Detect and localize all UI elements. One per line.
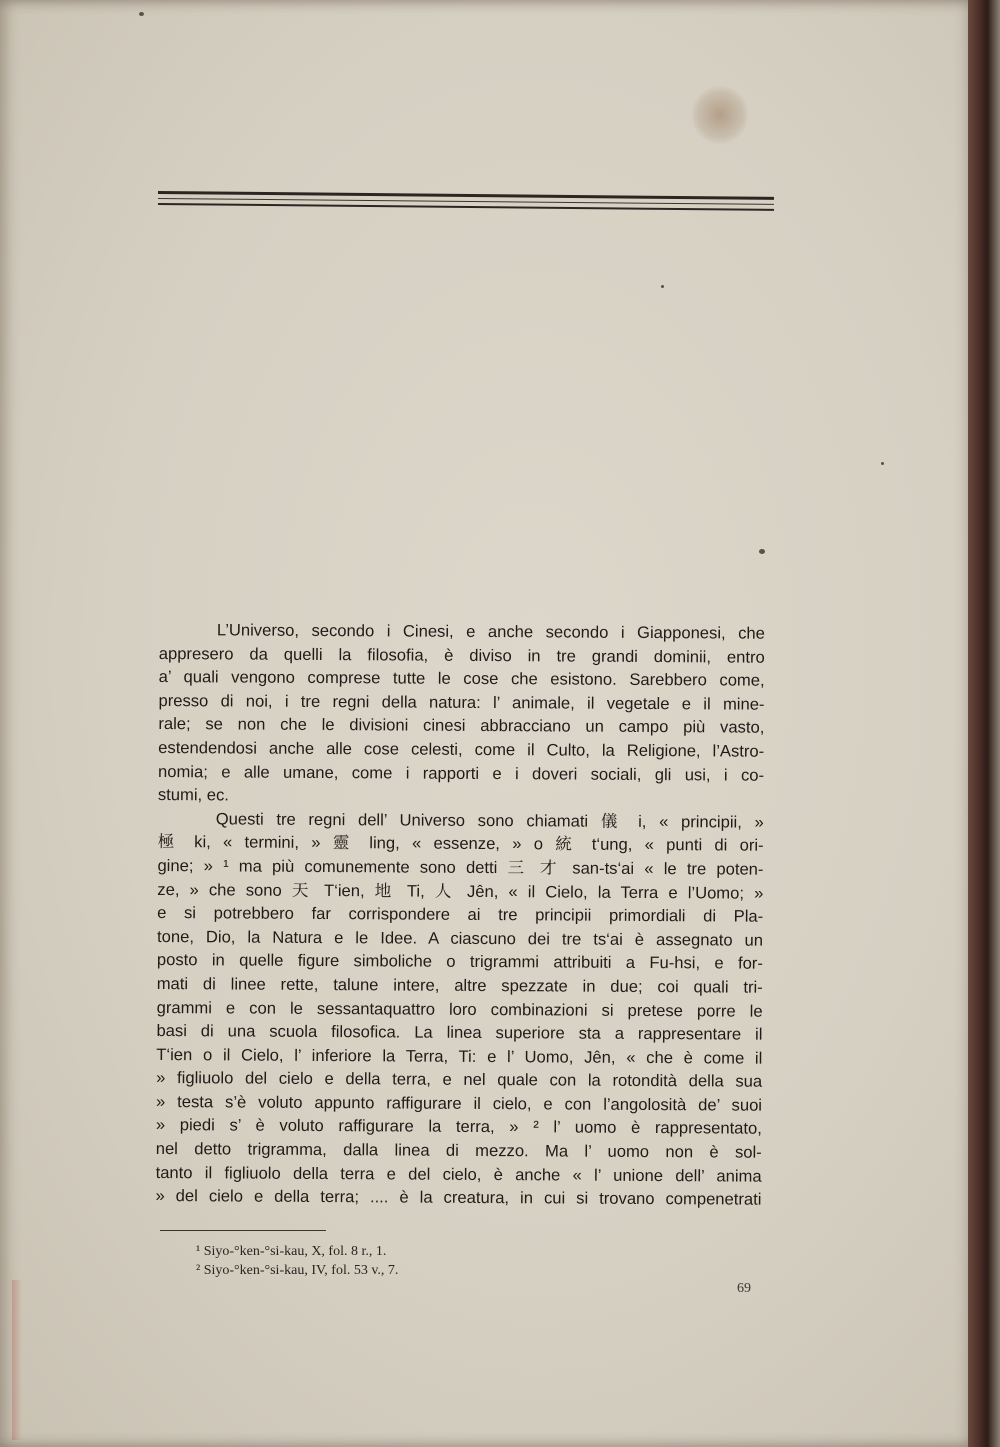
text-line: stumi, ec. bbox=[157, 785, 229, 805]
ink-speck bbox=[661, 285, 664, 288]
text-line: » figliuolo del cielo e della terra, e nel quale con la rotondità della sua bbox=[156, 1068, 763, 1091]
text-line: 極 ki, « termini, » 靈 ling, « essenze, » o 統 t‘ung, « punti di ori- bbox=[157, 832, 764, 856]
text-line: rale; se non che le divisioni cinesi abbracciano un campo più vasto, bbox=[158, 714, 765, 738]
text-line: e si potrebbero far corrispondere ai tre principii primordiali di Pla- bbox=[157, 903, 764, 926]
book-spine bbox=[968, 0, 1000, 1447]
text-line: » piedi s’ è voluto raffigurare la terra, » ² l’ uomo è rappresentato, bbox=[155, 1115, 762, 1139]
text-line: appresero da quelli la filosofia, è diviso in tre grandi dominii, entro bbox=[158, 643, 765, 667]
page-edge-wear bbox=[12, 1280, 22, 1440]
text-line: T‘ien o il Cielo, l’ inferiore la Terra, Ti: e l’ Uomo, Jên, « che è come il bbox=[156, 1044, 763, 1068]
main-text bbox=[155, 618, 765, 1212]
text-line: mati di linee rette, talune intere, altre spezzate in due; coi quali tri- bbox=[156, 973, 763, 997]
ink-speck bbox=[881, 462, 884, 465]
text-line: basi di una scuola filosofica. La linea superiore sta a rappresentare il bbox=[156, 1021, 763, 1044]
footnote-1: ¹ Siyo-°ken-°si-kau, X, fol. 8 r., 1. bbox=[196, 1244, 387, 1259]
footnotes bbox=[196, 1242, 398, 1280]
text-line: » testa s’è voluto appunto raffigurare il cielo, e con l’angolosità de’ suoi bbox=[155, 1091, 763, 1115]
page-number: 69 bbox=[737, 1281, 751, 1296]
text-line: nomia; e alle umane, come i rapporti e i doveri sociali, gli usi, i co- bbox=[158, 761, 765, 785]
text-line: estendendosi anche alle cose celesti, come il Culto, la Religione, l’Astro- bbox=[158, 737, 765, 761]
text-line: Questi tre regni dell’ Universo sono chiamati 儀 i, « principii, » bbox=[215, 809, 764, 832]
text-line: gine; » ¹ ma più comunemente sono detti 三 才 san-ts‘ai « le tre poten- bbox=[157, 855, 764, 879]
text-line: tone, Dio, la Natura e le Idee. A ciascuno dei tre ts‘ai è assegnato un bbox=[156, 926, 764, 950]
text-line: ze, » che sono 天 T‘ien, 地 Ti, 人 Jên, « il Cielo, la Terra e l’Uomo; » bbox=[157, 879, 764, 903]
header-rule-lower bbox=[158, 203, 774, 211]
ink-speck bbox=[759, 549, 765, 554]
text-line: grammi e con le sessantaquattro loro combinazioni si pretese porre le bbox=[156, 997, 763, 1021]
text-line: posto in quelle figure simboliche o trigrammi attribuiti a Fu-hsi, e for- bbox=[156, 950, 763, 974]
footnote-2: ² Siyo-°ken-°si-kau, IV, fol. 53 v., 7. bbox=[196, 1263, 399, 1278]
text-line: tanto il figliuolo della terra e del cielo, è anche « l’ unione dell’ anima bbox=[155, 1162, 762, 1186]
foxing-stain bbox=[692, 86, 748, 144]
text-line: presso di noi, i tre regni della natura: l’ animale, il vegetale e il mine- bbox=[158, 690, 765, 714]
text-line: » del cielo e della terra; .... è la creatura, in cui si trovano compenetrati bbox=[155, 1186, 762, 1209]
ink-speck bbox=[139, 12, 144, 16]
text-line: nel detto trigramma, dalla linea di mezzo. Ma l’ uomo non è sol- bbox=[155, 1139, 762, 1162]
text-line: L’Universo, secondo i Cinesi, e anche secondo i Giapponesi, che bbox=[216, 620, 765, 643]
footnote-rule bbox=[160, 1230, 326, 1231]
text-line: a’ quali vengono comprese tutte le cose che esistono. Sarebbero come, bbox=[158, 667, 765, 690]
